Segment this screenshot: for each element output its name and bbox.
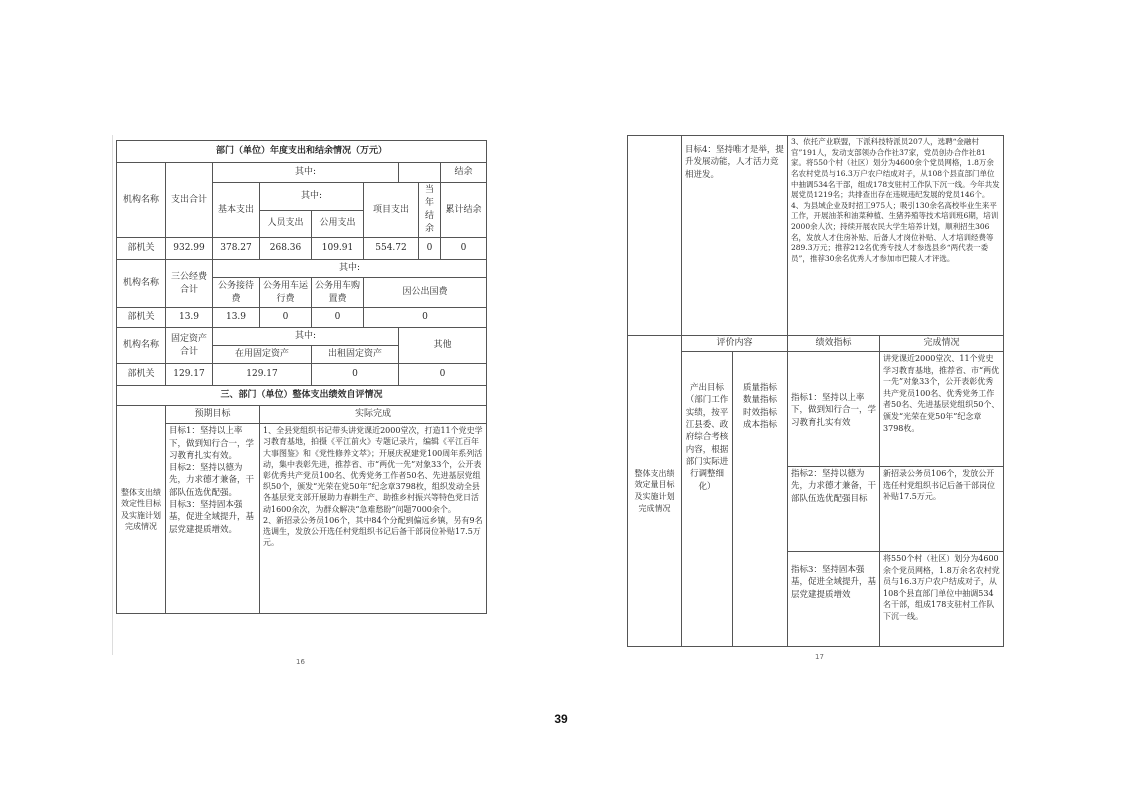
row1-total: 932.99 (166, 238, 213, 260)
eval-label: 整体支出绩效定性目标及实施计划完成情况 (117, 406, 166, 614)
result-2: 新招录公务员106个，发放公开选任村党组织书记后备干部岗位补贴17.5万元。 (880, 467, 1004, 552)
row3-org: 部机关 (117, 364, 166, 386)
row1-org: 部机关 (117, 238, 166, 260)
section3-title: 三、部门（单位）整体支出绩效自评情况 (117, 386, 487, 406)
hdr-basic-expense: 基本支出 (213, 183, 260, 238)
indicator-1: 指标1：坚持以上率下，做到知行合一，学习教育扎实有效 (788, 352, 880, 467)
row2-abroad: 0 (364, 308, 487, 328)
row2-reception: 13.9 (213, 308, 260, 328)
right-hdr-content: 评价内容 (682, 336, 788, 352)
hdr2-org-name: 机构名称 (117, 260, 166, 308)
section1-title: 部门（单位）年度支出和结余情况（万元） (117, 141, 487, 163)
hdr-among: 其中: (213, 163, 399, 183)
eval-goals: 目标1：坚持以上率下，做到知行合一，学习教育扎实有效。 目标2：坚持以德为先，力求德才兼备，干部队伍选优配强。 目标3：坚持固本强基，促进全域提升，基层党建提质增效。 (166, 424, 260, 614)
hdr3-other: 其他 (399, 328, 487, 364)
right-page (627, 135, 1003, 670)
hdr3-rented: 出租固定资产 (312, 346, 399, 364)
hdr-surplus: 结余 (441, 163, 487, 183)
right-page-number: 17 (815, 653, 824, 661)
hdr2-among: 其中: (213, 260, 487, 278)
right-top-left-cell (628, 136, 682, 336)
hdr3-in-use: 在用固定资产 (213, 346, 312, 364)
eval-hdr-actual: 实际完成 (260, 406, 487, 424)
folio-page-number: 39 (554, 712, 568, 726)
hdr-total-expense: 支出合计 (166, 163, 213, 238)
row3-other: 0 (399, 364, 487, 386)
left-page (116, 140, 486, 666)
hdr-org-name: 机构名称 (117, 163, 166, 238)
left-page-number: 16 (296, 658, 305, 666)
row1-current: 0 (419, 238, 441, 260)
hdr-public: 公用支出 (312, 210, 364, 238)
row2-car-operation: 0 (260, 308, 312, 328)
hdr3-fixed-asset-total: 固定资产合计 (166, 328, 213, 364)
row1-project: 554.72 (364, 238, 419, 260)
row1-basic: 378.27 (213, 238, 260, 260)
hdr2-car-purchase: 公务用车购置费 (312, 278, 364, 308)
hdr3-org-name: 机构名称 (117, 328, 166, 364)
goal4: 目标4：坚持唯才是举，提升发展动能，人才活力竞相迸发。 (682, 136, 788, 336)
row2-car-purchase: 0 (312, 308, 364, 328)
right-hdr-completion: 完成情况 (880, 336, 1004, 352)
hdr2-reception: 公务接待费 (213, 278, 260, 308)
row3-in-use: 129.17 (213, 364, 312, 386)
indicator-3: 指标3：坚持固本强基，促进全域提升，基层党建提质增效 (788, 552, 880, 647)
row1-cumulative: 0 (441, 238, 487, 260)
eval-hdr-goal: 预期目标 (166, 406, 260, 424)
hdr-cumulative-surplus: 累计结余 (441, 183, 487, 238)
row1-public: 109.91 (312, 238, 364, 260)
hdr2-abroad: 因公出国费 (364, 278, 487, 308)
hdr-project-expense: 项目支出 (364, 183, 419, 238)
row2-total: 13.9 (166, 308, 213, 328)
hdr-personnel: 人员支出 (260, 210, 312, 238)
row1-personnel: 268.36 (260, 238, 312, 260)
right-eval-label: 整体支出绩效定量目标及实施计划完成情况 (628, 336, 682, 647)
actual-continued: 3、依托产业联盟，下派科技特派员207人，选聘“金融村官”191人，发动支部领办合作社37家，党员创办合作社81家。将550个村（社区）划分为4600余个党员网格，1.8万余名农村党员与16.3万户农户结成对子，从108个县直部门单位中抽调534名干部，组成178支驻村工作队下沉一线。今年共发展党员1219名；共排查出存在违规违纪发展的党员146个。 4、为县域企业及时招工975人；吸引130余名高校毕业生来平工作，开展油茶和油菜种植、生猪养殖等技术培训班6期，培训2000余人次；持续开展农民大学生培养计划，顺利招生306名，发放人才住房补贴、后备人才岗位补贴、人才培训经费等289.3万元；推荐212名优秀专技人才参选县乡“两代表一委员”，推荐30余名优秀人才参加市巴陵人才评选。 (788, 136, 1004, 336)
row3-total: 129.17 (166, 364, 213, 386)
hdr-among-colon: 其中: (260, 183, 364, 211)
row2-org: 部机关 (117, 308, 166, 328)
right-table (627, 135, 1004, 647)
output-goal: 产出目标（部门工作实绩，按平江县委、政府综合考核内容，根据部门实际进行调整细化） (682, 352, 733, 647)
hdr2-three-public-total: 三公经费合计 (166, 260, 213, 308)
hdr2-car-operation: 公务用车运行费 (260, 278, 312, 308)
result-1: 讲党课近2000堂次、11个党史学习教育基地，推荐省、市“两优一先”对象33个，公开表彰优秀共产党员100名、优秀党务工作者50名、先进基层党组织50个、颁发“光荣在党50年”纪念章3798枚。 (880, 352, 1004, 467)
result-3: 将550个村（社区）划分为4600余个党员网格，1.8万余名农村党员与16.3万户农户结成对子，从108个县直部门单位中抽调534名干部，组成178支驻村工作队下沉一线。 (880, 552, 1004, 647)
hdr3-among: 其中: (213, 328, 399, 346)
eval-actual: 1、全县党组织书记带头讲党课近2000堂次，打造11个党史学习教育基地，拍摄《平江前火》专题记录片，编辑《平江百年大事图鉴》和《党性修养文萃》；开展庆祝建党100周年系列活动，集中表彰先进，推荐省、市“两优一先”对象33个，公开表彰优秀共产党员100名、优秀党务工作者50名、先进基层党组织50个，颁发“光荣在党50年”纪念章3798枚，组织发动全县各基层党支部开展助力春耕生产、助推乡村振兴等特色党日活动1600余次，为群众解决“急难愁盼”问题7000余个。 2、新招录公务员106个，其中84个分配到偏远乡镇，另有9名选调生，发放公开选任村党组织书记后备干部岗位补贴17.5万元。 (260, 424, 487, 614)
indicator-types: 质量指标 数量指标 时效指标 成本指标 (733, 352, 788, 647)
hdr-current-surplus: 当年结余 (419, 183, 441, 238)
left-table (116, 140, 487, 614)
right-hdr-indicator: 绩效指标 (788, 336, 880, 352)
row3-rented: 0 (312, 364, 399, 386)
indicator-2: 指标2：坚持以德为先，力求德才兼备，干部队伍选优配强目标 (788, 467, 880, 552)
